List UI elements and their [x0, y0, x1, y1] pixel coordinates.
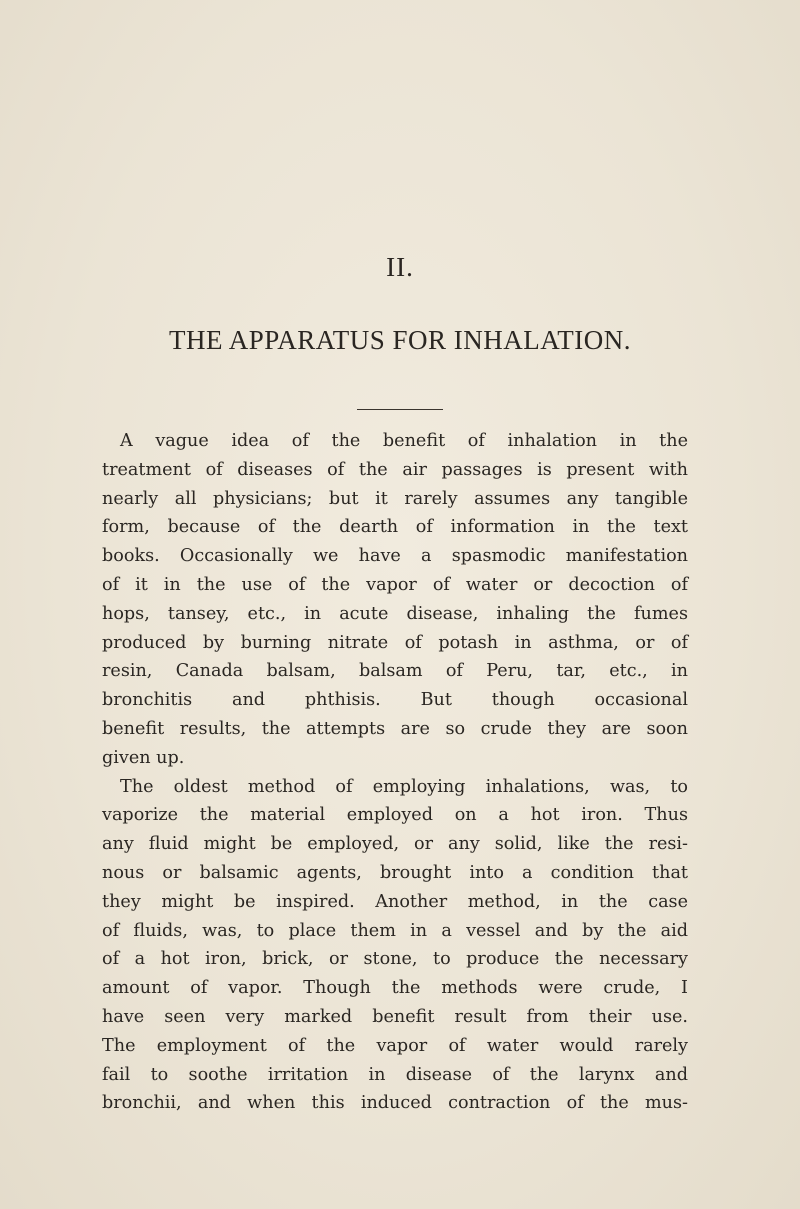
text-line: given up. [102, 747, 185, 768]
body-text [102, 427, 688, 1118]
paragraph-2 [102, 773, 688, 1119]
text-line: bronchii, and when this induced contraction of the mus- [102, 1093, 688, 1114]
text-line: A vague idea of the benefit of inhalation in the [120, 431, 688, 451]
title-divider [357, 409, 443, 410]
text-line: The employment of the vapor of water would rarely [102, 1035, 688, 1056]
text-line: of a hot iron, brick, or stone, to produce the necessary [102, 949, 688, 970]
chapter-title: THE APPARATUS FOR INHALATION. [168, 325, 632, 355]
text-line: amount of vapor. Though the methods were crude, I [102, 978, 688, 999]
text-line: nous or balsamic agents, brought into a condition that [102, 862, 688, 883]
chapter-number: II. [386, 252, 414, 282]
text-line: form, because of the dearth of information in the text [102, 517, 688, 538]
text-line: produced by burning nitrate of potash in asthma, or of [102, 632, 688, 653]
text-line: The oldest method of employing inhalations, was, to [120, 776, 688, 797]
text-line: treatment of diseases of the air passages is present with [102, 459, 688, 480]
text-line: of fluids, was, to place them in a vessel and by the aid [102, 920, 688, 941]
text-line: hops, tansey, etc., in acute disease, inhaling the fumes [102, 603, 688, 624]
paragraph-1 [102, 427, 688, 773]
text-line: any fluid might be employed, or any solid, like the resi- [102, 834, 688, 855]
text-line: fail to soothe irritation in disease of the larynx and [102, 1064, 688, 1085]
text-line: of it in the use of the vapor of water or decoction of [102, 574, 688, 595]
text-line: vaporize the material employed on a hot iron. Thus [102, 805, 688, 826]
text-line: benefit results, the attempts are so crude they are soon [102, 718, 688, 739]
text-line: nearly all physicians; but it rarely assumes any tangible [102, 488, 688, 509]
text-line: resin, Canada balsam, balsam of Peru, tar, etc., in [102, 661, 688, 682]
text-line: have seen very marked benefit result from their use. [102, 1006, 688, 1027]
text-line: bronchitis and phthisis. But though occasional [102, 690, 688, 711]
text-line: they might be inspired. Another method, in the case [102, 891, 688, 912]
text-line: books. Occasionally we have a spasmodic manifestation [102, 546, 688, 567]
